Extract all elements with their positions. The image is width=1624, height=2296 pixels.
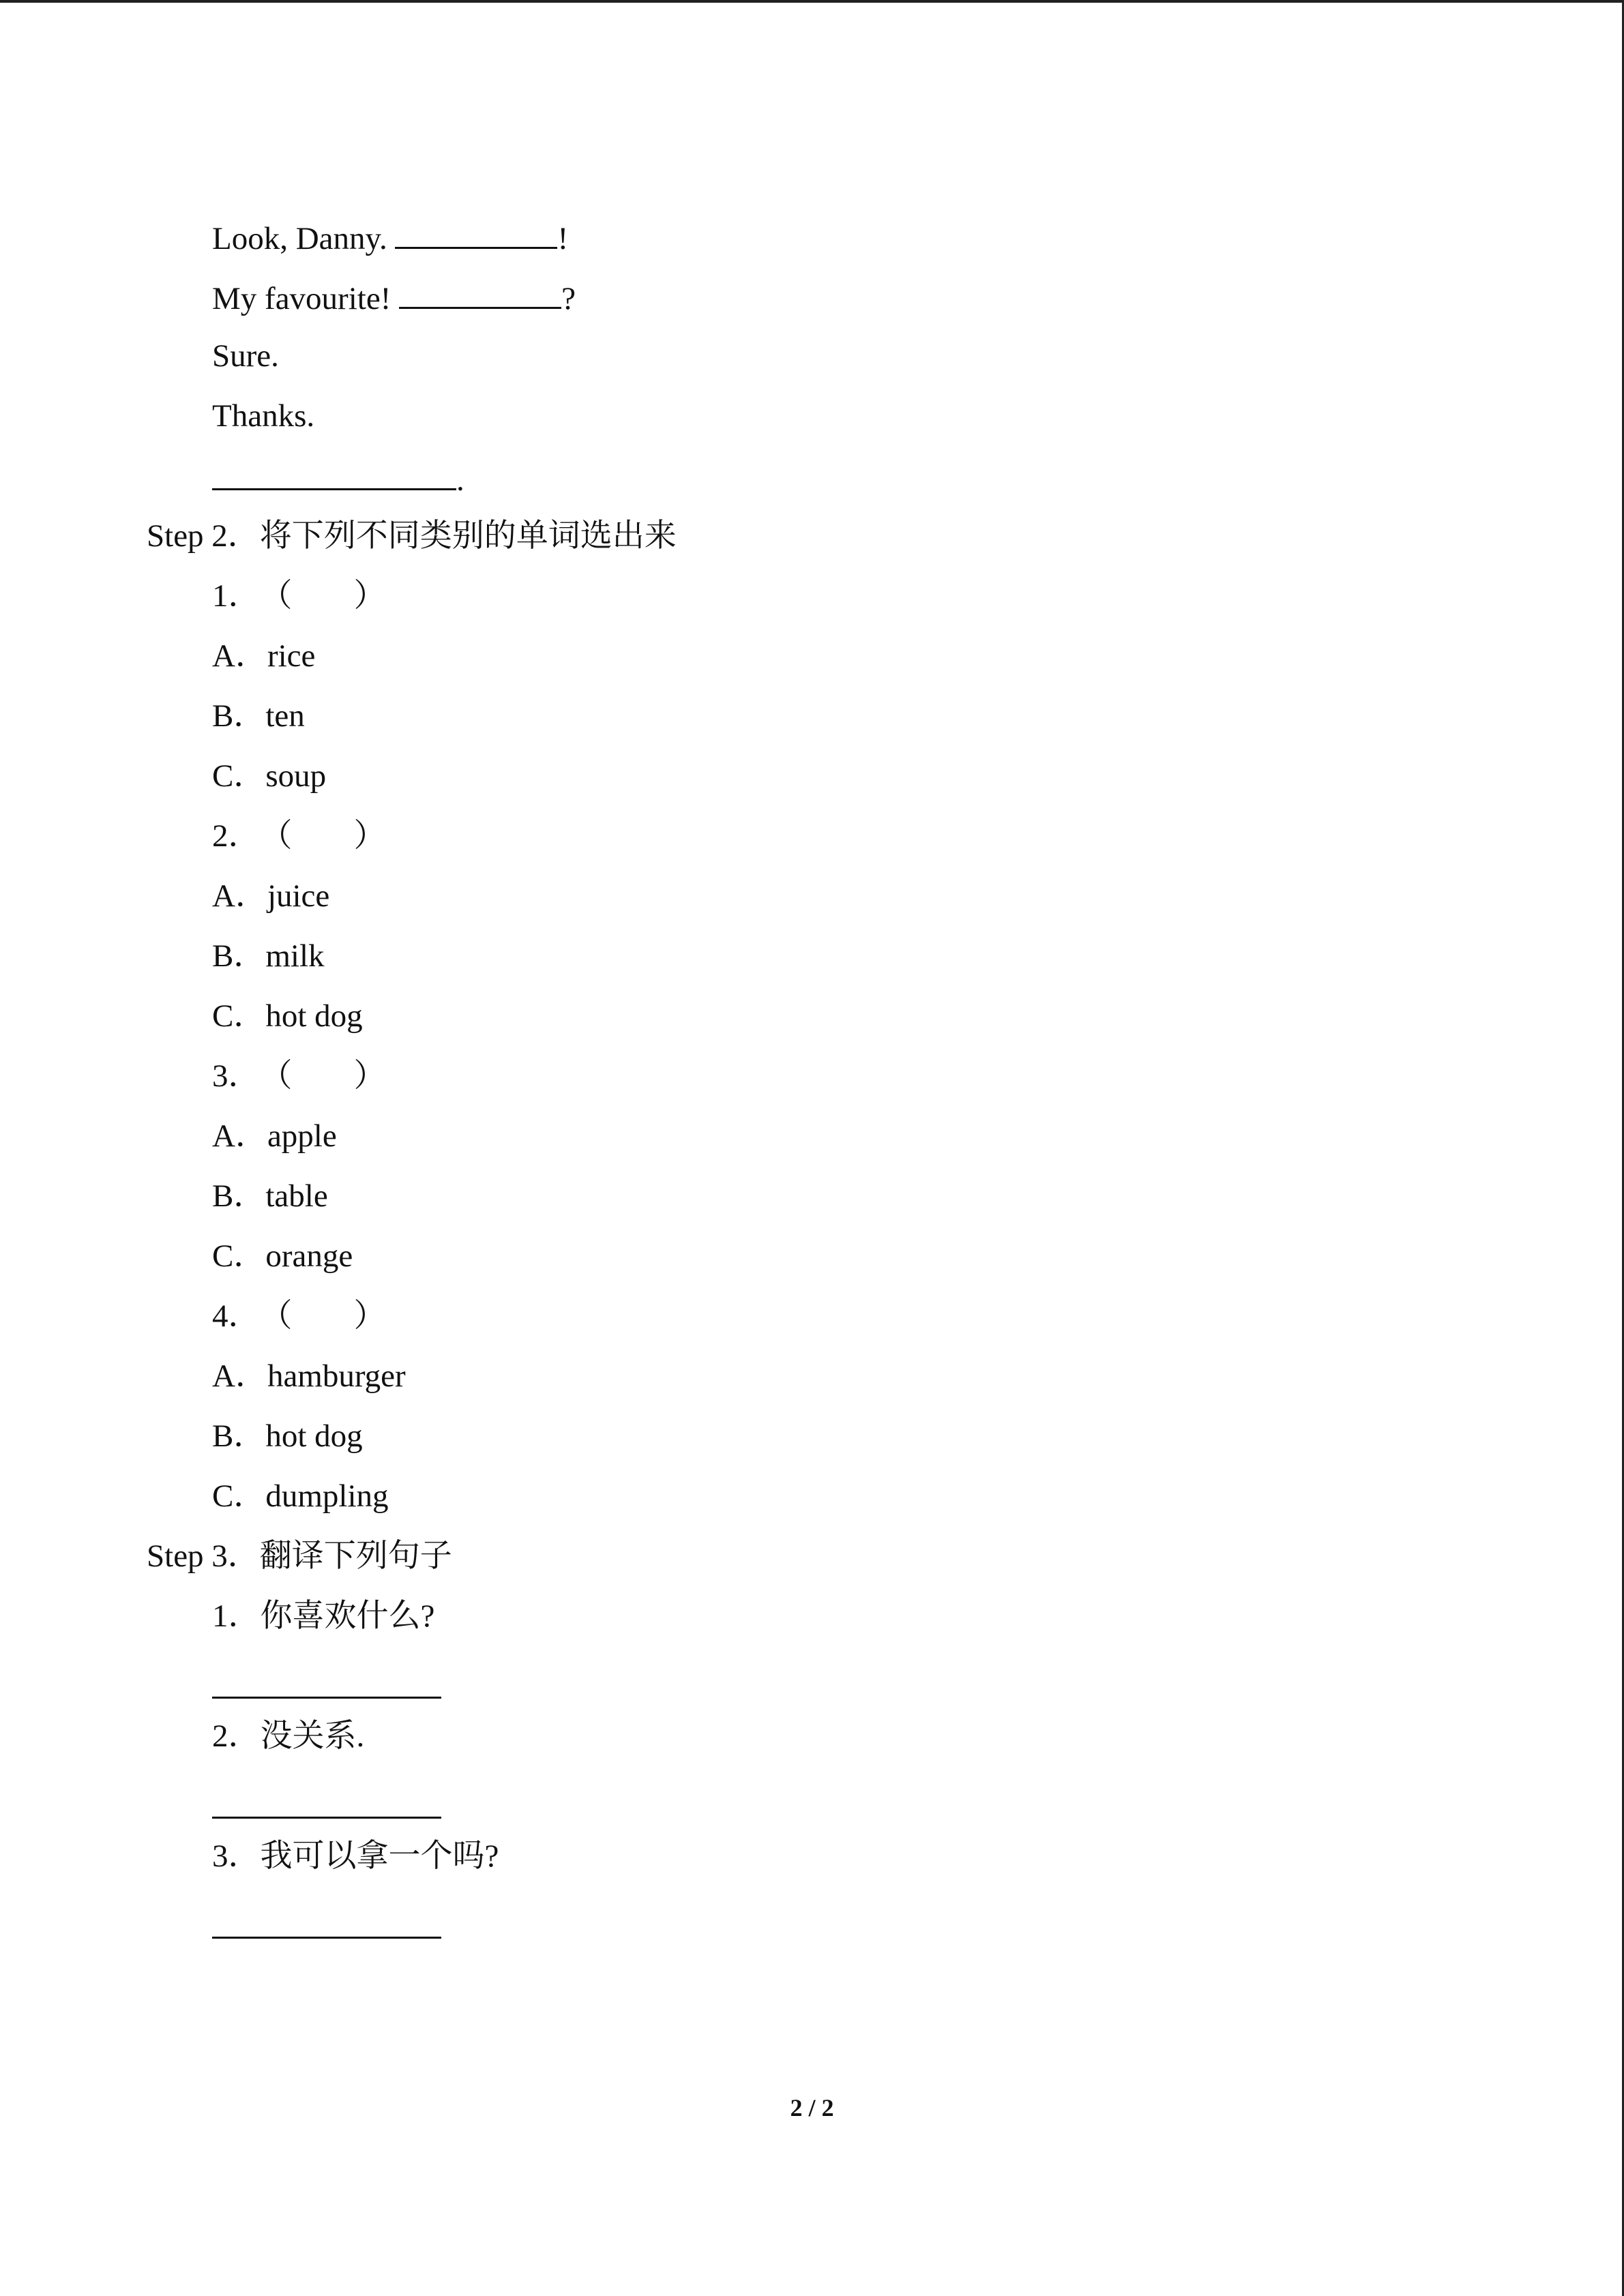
option-item: C．hot dog xyxy=(212,998,363,1034)
page-top-border xyxy=(0,0,1624,3)
page-number: 2 / 2 xyxy=(790,2094,834,2121)
option-item: B．table xyxy=(212,1178,328,1214)
option-item: C．orange xyxy=(212,1238,353,1274)
translation-item-1: 1．你喜欢什么? xyxy=(212,1598,435,1634)
step2-question-2 xyxy=(212,816,386,856)
answer-blank[interactable] xyxy=(399,275,561,309)
option-item: A．rice xyxy=(212,638,316,674)
answer-paren-open: （ xyxy=(260,1298,293,1334)
translation-item-3: 3．我可以拿一个吗? xyxy=(212,1838,499,1874)
answer-paren-close: ） xyxy=(353,818,386,854)
step2-title: Step 2．将下列不同类别的单词选出来 xyxy=(147,518,677,554)
option-item: A．hamburger xyxy=(212,1358,406,1394)
option-item: B．milk xyxy=(212,938,325,974)
question-number: 2． xyxy=(212,818,261,854)
question-number: 4． xyxy=(212,1298,261,1334)
dialogue-line-2-text: My favourite! xyxy=(212,281,400,316)
dialogue-line-1-text: Look, Danny. xyxy=(212,221,396,256)
answer-paren-close: ） xyxy=(353,1298,386,1334)
dialogue-line-1 xyxy=(212,215,568,259)
answer-paren-open: （ xyxy=(260,818,293,854)
answer-paren-close: ） xyxy=(353,1058,386,1094)
step3-title: Step 3．翻译下列句子 xyxy=(147,1538,452,1574)
option-item: C．dumpling xyxy=(212,1478,389,1514)
dialogue-line-4: Thanks. xyxy=(212,398,315,434)
question-number: 3． xyxy=(212,1058,261,1094)
dialogue-line-5 xyxy=(212,457,464,501)
question-number: 1． xyxy=(212,578,261,614)
answer-paren-open: （ xyxy=(260,1058,293,1094)
translation-answer-line[interactable] xyxy=(212,1817,441,1819)
translation-answer-line[interactable] xyxy=(212,1937,441,1939)
dialogue-line-2 xyxy=(212,275,576,319)
option-item: C．soup xyxy=(212,758,327,794)
step2-question-3 xyxy=(212,1056,386,1097)
option-item: A．juice xyxy=(212,878,330,914)
translation-answer-line[interactable] xyxy=(212,1697,441,1699)
dialogue-line-1-punct: ! xyxy=(557,221,569,256)
translation-item-2: 2．没关系. xyxy=(212,1718,365,1754)
answer-blank[interactable] xyxy=(212,457,456,490)
step2-question-4 xyxy=(212,1296,386,1337)
answer-paren-open: （ xyxy=(260,578,293,614)
option-item: A．apple xyxy=(212,1118,337,1154)
dialogue-line-5-punct: . xyxy=(456,462,464,498)
step2-question-1 xyxy=(212,576,386,616)
option-item: B．ten xyxy=(212,698,305,734)
dialogue-line-2-punct: ? xyxy=(561,281,576,316)
option-item: B．hot dog xyxy=(212,1418,363,1454)
dialogue-line-3: Sure. xyxy=(212,338,279,374)
answer-blank[interactable] xyxy=(395,215,557,249)
answer-paren-close: ） xyxy=(353,578,386,614)
